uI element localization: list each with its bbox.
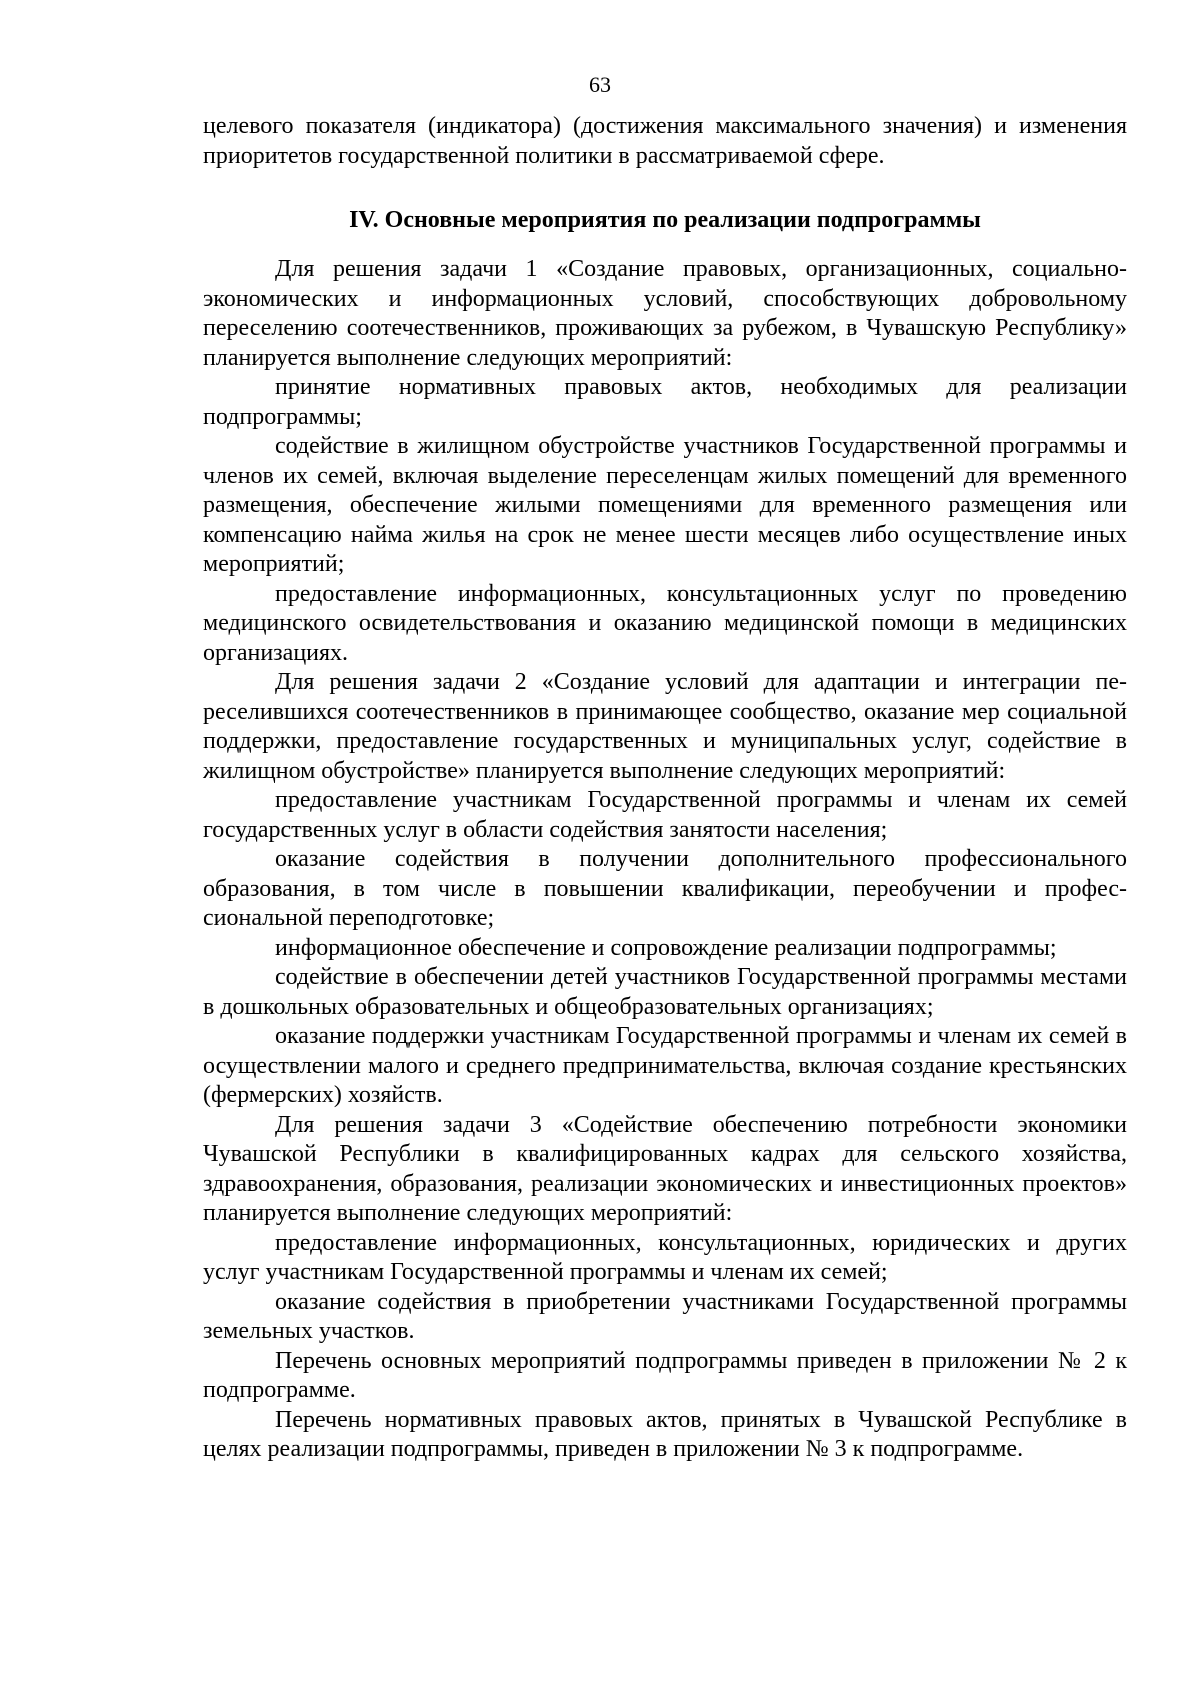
paragraph: предоставление участникам Государственной программы и членам их семей государственных услуг в области содействия занятости населения;	[203, 787, 1127, 843]
paragraph: оказание содействия в приобретении участниками Государственной программы земельных участков.	[203, 1288, 1127, 1344]
paragraph: Для решения задачи 1 «Создание правовых, организационных, социально-экономических и информационных условий, способствующих добровольному переселению соотечественников, проживающих за рубежом, в Чувашскую Республику» планируется выполнение следующих мероприятий:	[203, 256, 1127, 371]
paragraph: информационное обеспечение и сопровождение реализации подпрограммы;	[275, 934, 1057, 961]
paragraph: предоставление информационных, консультационных услуг по проведению медицинского освидетельствования и оказанию медицинской помощи в медицинских организациях.	[203, 580, 1127, 666]
paragraph: Перечень нормативных правовых актов, принятых в Чувашской Республике в целях реализации подпрограммы, приведен в приложении № 3 к подпрограмме.	[203, 1406, 1127, 1462]
paragraph: оказание поддержки участникам Государственной программы и членам их семей в осуществлении малого и среднего предпринимательства, включая создание крестьянских (фермерских) хозяйств.	[203, 1023, 1127, 1108]
paragraph: содействие в обеспечении детей участников Государственной программы местами в дошкольных образовательных и общеобразовательных организациях;	[203, 964, 1127, 1020]
paragraph: принятие нормативных правовых актов, необходимых для реализации подпрограммы;	[203, 374, 1127, 430]
paragraph: содействие в жилищном обустройстве участников Государственной программы и членов их семей, включая выделение переселенцам жилых помещений для временного размещения, обеспечение жилыми помещениями для временного размещения или компенсацию найма жилья на срок не менее шести месяцев либо осуществление иных мероприятий;	[203, 433, 1127, 577]
paragraph: Для решения задачи 3 «Содействие обеспечению потребности экономики Чувашской Республики в квалифицированных кадрах для сельского хозяйства, здравоохранения, образования, реализации экономических и инвестиционных проектов» планируется выполнение следующих мероприятий:	[203, 1111, 1127, 1226]
document-body	[203, 112, 1127, 1465]
paragraph: Для решения задачи 2 «Создание условий для адаптации и интеграции переселившихся соотечественников в принимающее сообщество, оказание мер социальной поддержки, предоставление государственных и муниципальных услуг, содействие в жилищном обустройстве» планируется выполнение следующих мероприятий:	[203, 669, 1127, 784]
intro-paragraph: целевого показателя (индикатора) (достижения максимального значения) и изменения приоритетов государственной политики в рассматриваемой сфере.	[203, 113, 1127, 169]
paragraph: предоставление информационных, консультационных, юридических и других услуг участникам Государственной программы и членам их семей;	[203, 1229, 1127, 1285]
section-heading: IV. Основные мероприятия по реализации подпрограммы	[349, 207, 981, 233]
page-number: 63	[589, 72, 611, 97]
paragraph: оказание содействия в получении дополнительного профессионального образования, в том числе в повышении квалификации, переобучении и профессиональной переподготовке;	[203, 846, 1127, 931]
paragraph: Перечень основных мероприятий подпрограммы приведен в приложении № 2 к подпрограмме.	[203, 1347, 1127, 1403]
